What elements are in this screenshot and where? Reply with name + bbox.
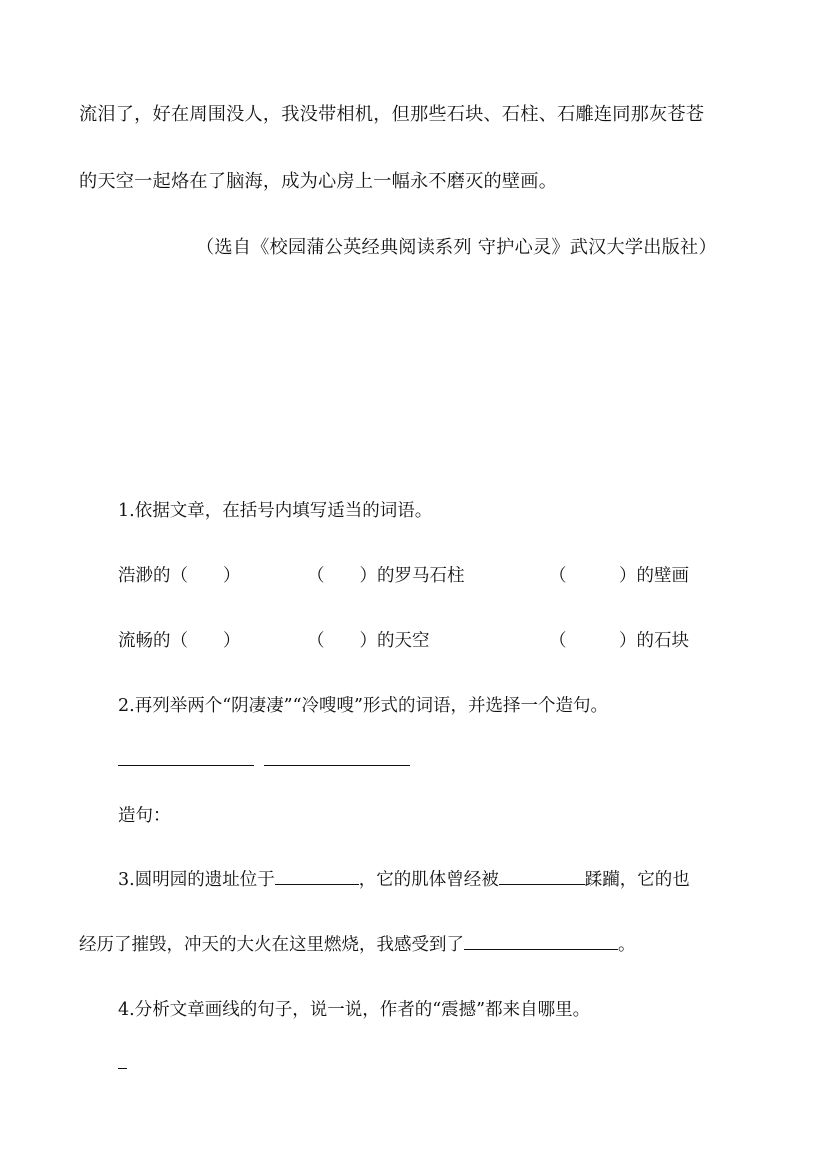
passage-line-1: 流泪了，好在周围没人，我没带相机，但那些石块、石柱、石雕连同那灰苍苍 bbox=[79, 104, 705, 125]
q3-text-5: 。 bbox=[618, 935, 636, 955]
passage-source: （选自《校园蒲公英经典阅读系列 守护心灵》武汉大学出版社） bbox=[196, 237, 717, 258]
question-3-line-2 bbox=[79, 931, 636, 956]
q1-row1-item2: （ ）的罗马石柱 bbox=[307, 566, 465, 586]
question-2-prompt: 2.再列举两个“阴凄凄”“冷嗖嗖”形式的词语，并选择一个造句。 bbox=[118, 696, 608, 716]
q3-text-1: 3.圆明园的遗址位于 bbox=[118, 870, 275, 890]
q1-row1-item1: 浩渺的（ ） bbox=[118, 566, 241, 586]
q3-text-2: ，它的肌体曾经被 bbox=[358, 870, 499, 890]
question-3-line-1 bbox=[118, 866, 690, 891]
q3-blank-trampled-by[interactable] bbox=[499, 866, 585, 885]
q4-answer-blank[interactable] bbox=[118, 1068, 127, 1069]
question-1-prompt: 1.依据文章，在括号内填写适当的词语。 bbox=[118, 501, 433, 521]
q3-blank-feeling[interactable] bbox=[464, 931, 618, 950]
q3-text-3: 蹂躏，它的也 bbox=[584, 870, 690, 890]
passage-line-2: 的天空一起烙在了脑海，成为心房上一幅永不磨灭的壁画。 bbox=[79, 171, 558, 192]
question-4-prompt: 4.分析文章画线的句子，说一说，作者的“震撼”都来自哪里。 bbox=[118, 1000, 591, 1020]
q1-row2-item1: 流畅的（ ） bbox=[118, 631, 241, 651]
q2-sentence-label: 造句： bbox=[118, 806, 171, 826]
q2-answer-blank-1[interactable] bbox=[118, 765, 254, 766]
q1-row2-item2: （ ）的天空 bbox=[307, 631, 430, 651]
q1-row1-item3: （ ）的壁画 bbox=[549, 566, 689, 586]
q3-text-4: 经历了摧毁，冲天的大火在这里燃烧，我感受到了 bbox=[79, 935, 464, 955]
q1-row2-item3: （ ）的石块 bbox=[549, 631, 689, 651]
q3-blank-location[interactable] bbox=[275, 866, 359, 885]
q2-answer-blank-2[interactable] bbox=[264, 765, 410, 766]
